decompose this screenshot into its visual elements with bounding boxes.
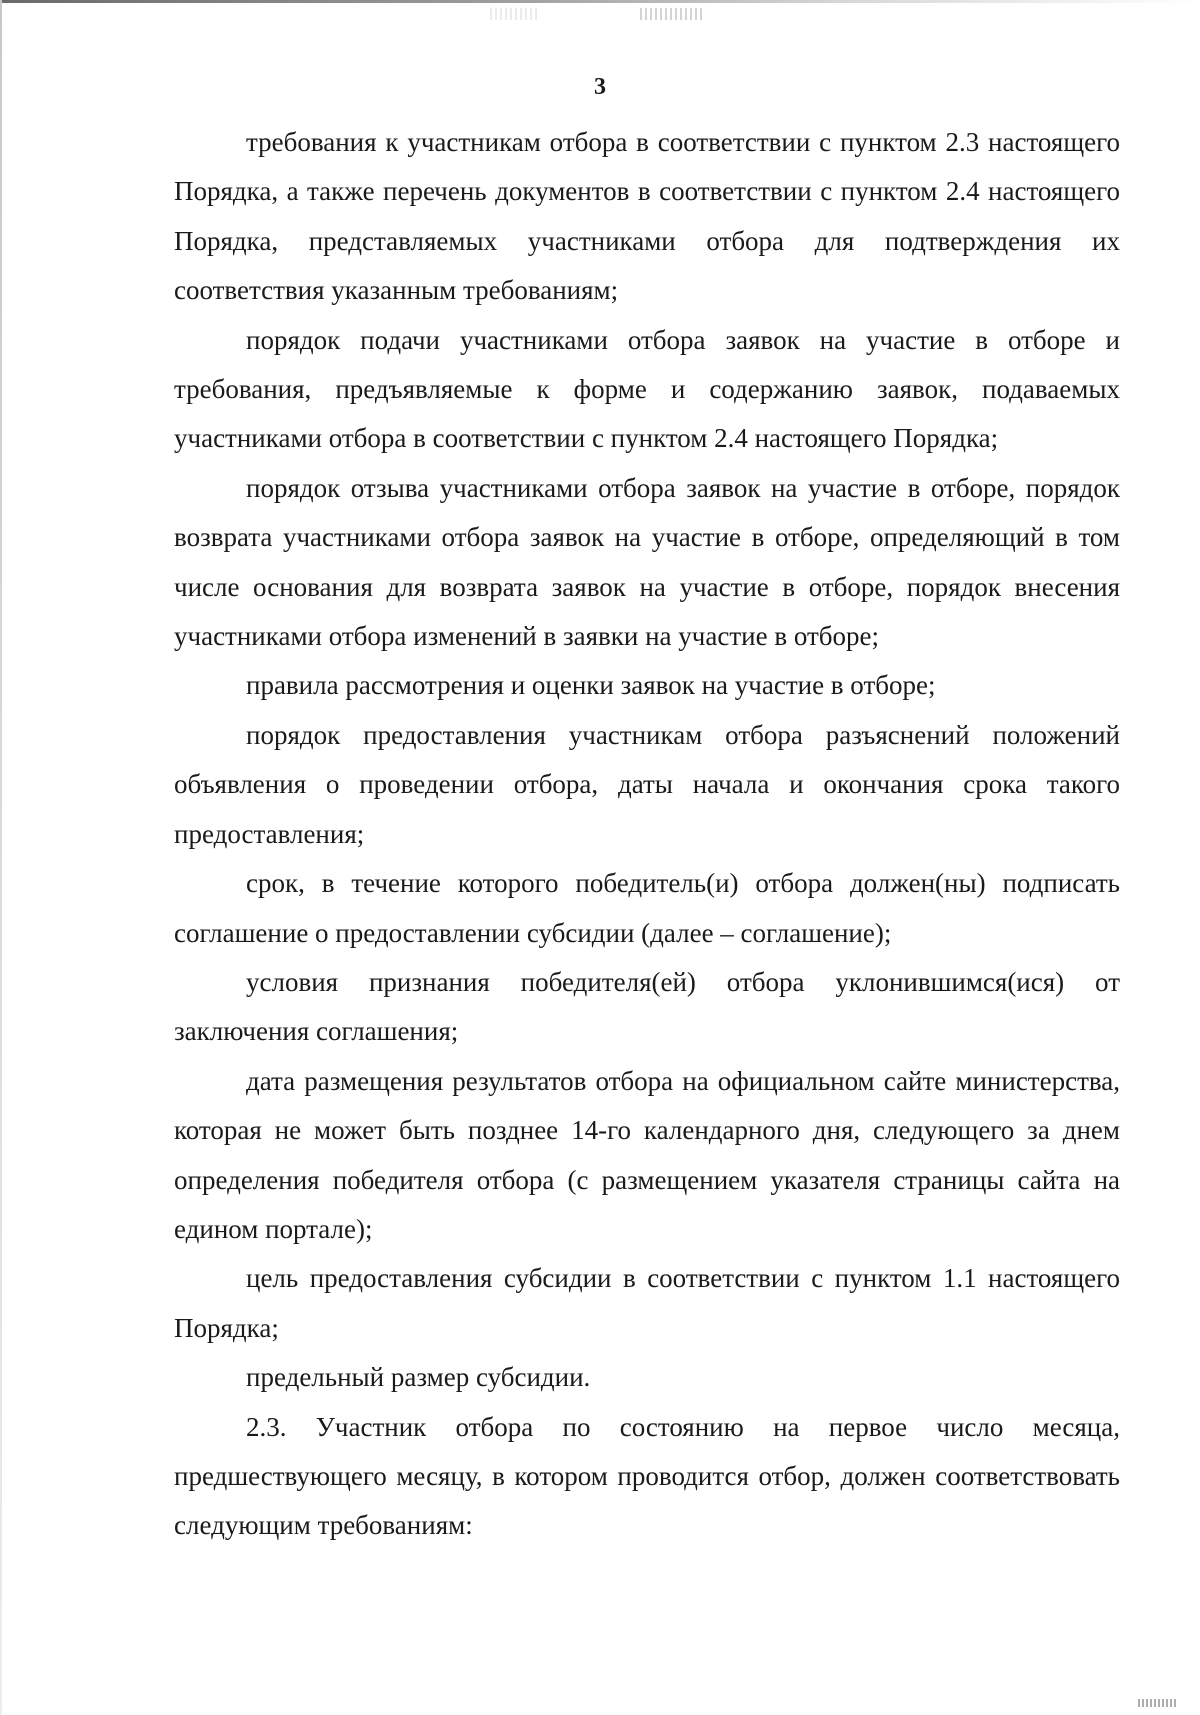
paragraph: требования к участникам отбора в соответствии с пунктом 2.3 настоящего Порядка, а также перечень документов в соответствии с пунктом 2.4 настоящего Порядка, представляемых участниками отбора для подтверждения их соответствия указанным требованиям; — [174, 127, 1120, 306]
scan-artifact — [490, 8, 538, 20]
paragraph: дата размещения результатов отбора на официальном сайте министерства, которая не может быть позднее 14-го календарного дня, следующего за днем определения победителя отбора (с размещением указателя страницы сайта на едином портале); — [174, 1065, 1120, 1244]
page-number: 3 — [594, 74, 606, 100]
paragraph: цель предоставления субсидии в соответствии с пунктом 1.1 настоящего Порядка; — [174, 1263, 1120, 1343]
paragraph: порядок предоставления участникам отбора разъяснений положений объявления о проведении отбора, даты начала и окончания срока такого предоставления; — [174, 719, 1120, 849]
paragraph: правила рассмотрения и оценки заявок на участие в отборе; — [246, 670, 936, 701]
scan-left-edge — [0, 0, 2, 1715]
paragraph: условия признания победителя(ей) отбора уклонившимся(ися) от заключения соглашения; — [174, 966, 1120, 1047]
document-body — [174, 118, 1120, 1551]
paragraph: предельный размер субсидии. — [246, 1362, 591, 1393]
paragraph: 2.3. Участник отбора по состоянию на первое число месяца, предшествующего месяцу, в котором проводится отбор, должен соответствовать следующим требованиям: — [174, 1411, 1120, 1541]
scan-artifact — [640, 8, 704, 20]
scan-top-edge — [0, 0, 1200, 3]
paragraph: срок, в течение которого победитель(и) отбора должен(ны) подписать соглашение о предоставлении субсидии (далее – соглашение); — [174, 868, 1120, 948]
scan-artifact — [1138, 1699, 1178, 1707]
paragraph: порядок подачи участниками отбора заявок на участие в отборе и требования, предъявляемые к форме и содержанию заявок, подаваемых участниками отбора в соответствии с пунктом 2.4 настоящего Порядка; — [174, 324, 1120, 454]
paragraph: порядок отзыва участниками отбора заявок на участие в отборе, порядок возврата участниками отбора заявок на участие в отборе, определяющий в том числе основания для возврата заявок на участие в отборе, порядок внесения участниками отбора изменений в заявки на участие в отборе; — [174, 472, 1120, 652]
